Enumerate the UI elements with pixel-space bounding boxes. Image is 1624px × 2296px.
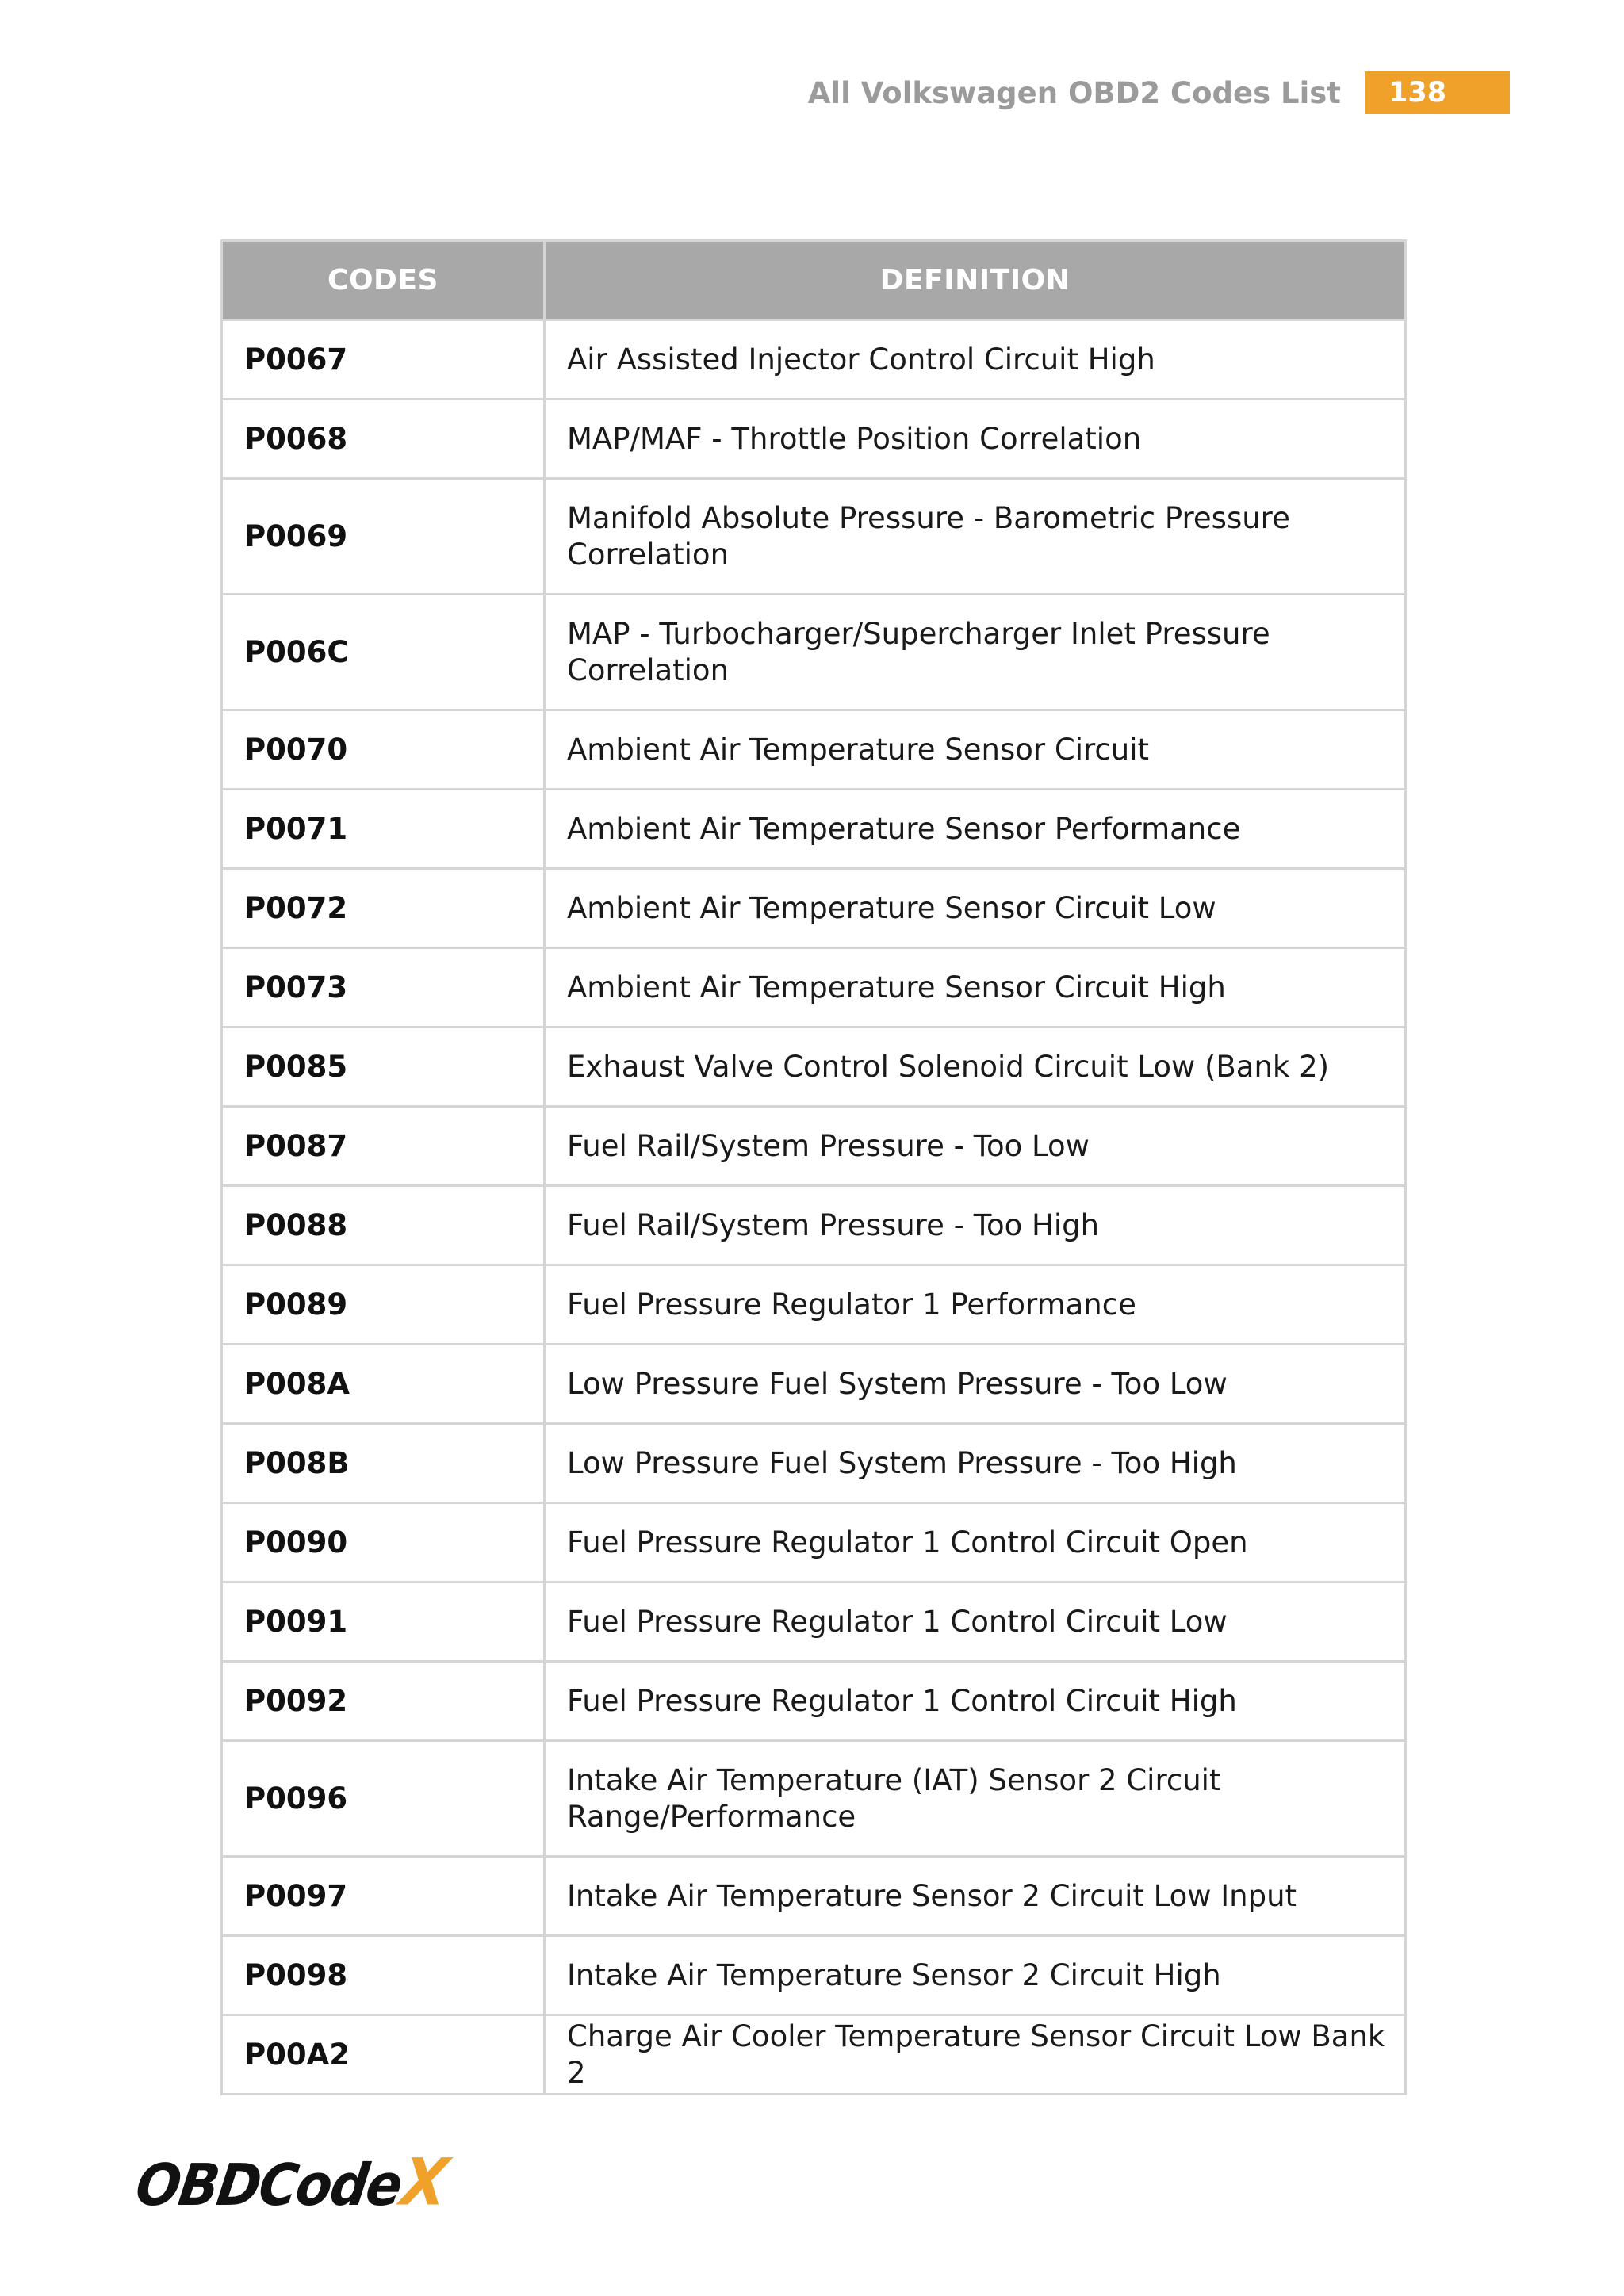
definition-cell: Fuel Pressure Regulator 1 Performance: [545, 1265, 1406, 1345]
code-cell: P0069: [222, 479, 545, 595]
document-title: All Volkswagen OBD2 Codes List: [807, 75, 1341, 110]
code-cell: P0072: [222, 869, 545, 948]
table-row: [222, 948, 1406, 1027]
table-header-row: [222, 241, 1406, 320]
definition-cell: Charge Air Cooler Temperature Sensor Circuit Low Bank 2: [545, 2015, 1406, 2095]
table-row: [222, 320, 1406, 400]
code-cell: P0087: [222, 1107, 545, 1186]
table-row: [222, 1936, 1406, 2015]
code-cell: P006C: [222, 595, 545, 710]
definition-cell: Air Assisted Injector Control Circuit High: [545, 320, 1406, 400]
definition-cell: Fuel Pressure Regulator 1 Control Circuit Open: [545, 1503, 1406, 1582]
definition-cell: Fuel Pressure Regulator 1 Control Circuit High: [545, 1662, 1406, 1741]
page-number-badge: 138: [1365, 71, 1510, 114]
code-cell: P0090: [222, 1503, 545, 1582]
code-cell: P0098: [222, 1936, 545, 2015]
definition-cell: Intake Air Temperature Sensor 2 Circuit Low Input: [545, 1857, 1406, 1936]
table-row: [222, 2015, 1406, 2095]
code-cell: P008A: [222, 1345, 545, 1424]
definition-cell: Low Pressure Fuel System Pressure - Too High: [545, 1424, 1406, 1503]
definition-cell: Fuel Rail/System Pressure - Too Low: [545, 1107, 1406, 1186]
logo-x-mark: X: [396, 2145, 453, 2221]
table-header: [222, 241, 1406, 320]
definition-cell: Fuel Rail/System Pressure - Too High: [545, 1186, 1406, 1265]
code-cell: P0096: [222, 1741, 545, 1857]
table-row: [222, 790, 1406, 869]
table-row: [222, 869, 1406, 948]
code-cell: P0092: [222, 1662, 545, 1741]
code-cell: P0089: [222, 1265, 545, 1345]
definition-cell: Ambient Air Temperature Sensor Performance: [545, 790, 1406, 869]
table-row: [222, 1027, 1406, 1107]
code-cell: P0068: [222, 400, 545, 479]
table-row: [222, 1186, 1406, 1265]
code-cell: P0085: [222, 1027, 545, 1107]
page-header: [808, 71, 1510, 114]
definition-cell: Fuel Pressure Regulator 1 Control Circuit Low: [545, 1582, 1406, 1662]
definition-cell: Manifold Absolute Pressure - Barometric Pressure Correlation: [545, 479, 1406, 595]
table-row: [222, 479, 1406, 595]
code-cell: P0073: [222, 948, 545, 1027]
definition-cell: MAP - Turbocharger/Supercharger Inlet Pressure Correlation: [545, 595, 1406, 710]
table-row: [222, 1582, 1406, 1662]
code-cell: P0067: [222, 320, 545, 400]
table-row: [222, 1857, 1406, 1936]
table-body: [222, 320, 1406, 2095]
definition-cell: Intake Air Temperature Sensor 2 Circuit High: [545, 1936, 1406, 2015]
table-row: [222, 400, 1406, 479]
definition-cell: Ambient Air Temperature Sensor Circuit Low: [545, 869, 1406, 948]
column-header-definition: DEFINITION: [545, 241, 1406, 320]
definition-cell: MAP/MAF - Throttle Position Correlation: [545, 400, 1406, 479]
table-row: [222, 1741, 1406, 1857]
definition-cell: Low Pressure Fuel System Pressure - Too Low: [545, 1345, 1406, 1424]
table-row: [222, 1503, 1406, 1582]
table-row: [222, 1345, 1406, 1424]
code-cell: P00A2: [222, 2015, 545, 2095]
code-cell: P0070: [222, 710, 545, 790]
code-cell: P0071: [222, 790, 545, 869]
definition-cell: Exhaust Valve Control Solenoid Circuit Low (Bank 2): [545, 1027, 1406, 1107]
code-cell: P008B: [222, 1424, 545, 1503]
table-row: [222, 1107, 1406, 1186]
table-row: [222, 1662, 1406, 1741]
definition-cell: Intake Air Temperature (IAT) Sensor 2 Circuit Range/Performance: [545, 1741, 1406, 1857]
code-cell: P0097: [222, 1857, 545, 1936]
logo-wordmark: OBDCode: [132, 2152, 406, 2219]
table-row: [222, 1424, 1406, 1503]
definition-cell: Ambient Air Temperature Sensor Circuit: [545, 710, 1406, 790]
definition-cell: Ambient Air Temperature Sensor Circuit High: [545, 948, 1406, 1027]
code-cell: P0088: [222, 1186, 545, 1265]
obd-codes-table: [220, 239, 1407, 2095]
code-cell: P0091: [222, 1582, 545, 1662]
table-row: [222, 710, 1406, 790]
column-header-codes: CODES: [222, 241, 545, 320]
obdcodex-logo: [132, 2145, 453, 2221]
table-row: [222, 595, 1406, 710]
table-row: [222, 1265, 1406, 1345]
